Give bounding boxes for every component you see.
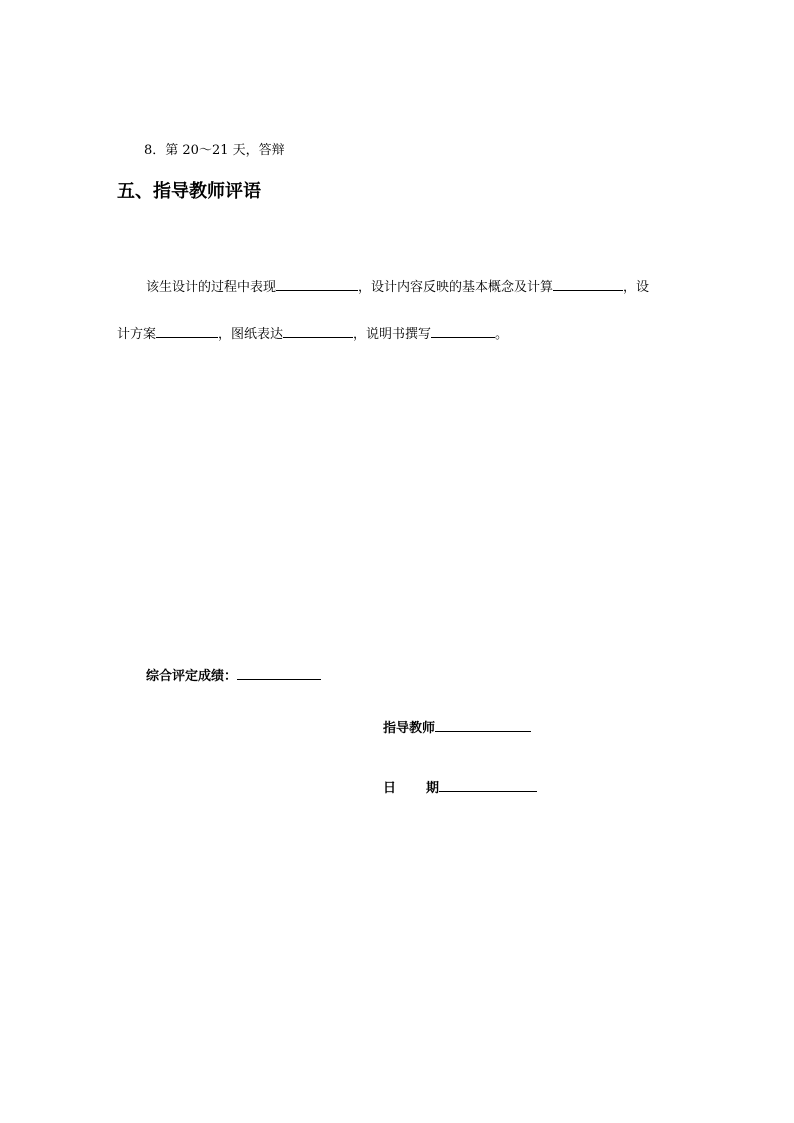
blank-design-plan[interactable] (156, 325, 218, 338)
date-label (383, 780, 439, 798)
comment-text: ，设计内容反映的基本概念及计算 (358, 280, 554, 295)
teacher-label: 指导教师 (383, 721, 436, 736)
comment-text: ，设 (623, 280, 650, 295)
schedule-item-8: 8．第 20～21 天，答辩 (144, 143, 285, 158)
overall-grade-blank[interactable] (237, 667, 321, 680)
comment-text: 。 (495, 327, 509, 342)
teacher-signature-blank[interactable] (435, 719, 531, 732)
date-label-char-1: 日 (383, 781, 397, 796)
comment-text: 该生设计的过程中表现 (146, 280, 277, 295)
section-heading: 五、指导教师评语 (117, 181, 261, 202)
overall-grade-row (146, 667, 321, 686)
comment-text: ，说明书撰写 (353, 327, 432, 342)
date-blank[interactable] (439, 779, 537, 792)
comment-line-2 (117, 325, 508, 344)
overall-grade-label: 综合评定成绩： (146, 669, 238, 684)
comment-text: ，图纸表达 (218, 327, 284, 342)
comment-text: 计方案 (117, 327, 157, 342)
blank-performance[interactable] (276, 278, 358, 291)
comment-line-1 (146, 278, 649, 297)
date-label-char-2: 期 (425, 781, 439, 796)
blank-drawings[interactable] (283, 325, 353, 338)
blank-concepts[interactable] (553, 278, 623, 291)
blank-manual[interactable] (431, 325, 495, 338)
date-row (383, 779, 537, 798)
teacher-signature-row (383, 719, 531, 738)
